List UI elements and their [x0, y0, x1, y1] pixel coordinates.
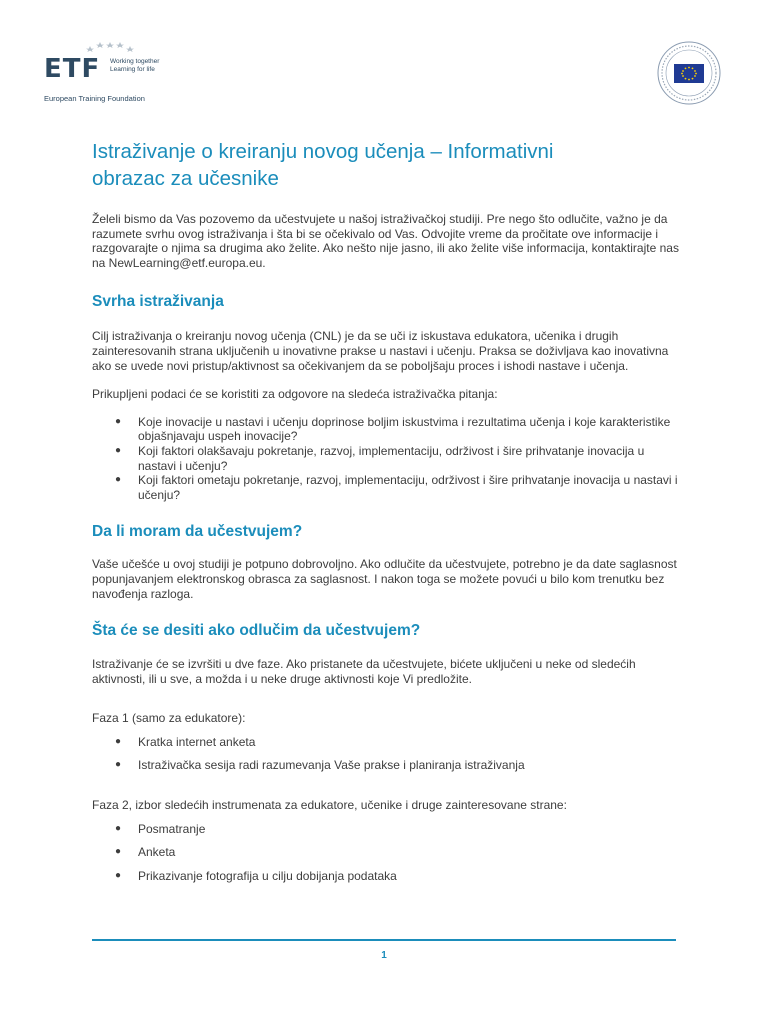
phase1-label: Faza 1 (samo za edukatore): — [92, 711, 246, 726]
list-item: ● Koje inovacije u nastavi i učenju doprinose boljim iskustvima i rezultatima učenja i koje karakteristike objašnjavaju uspeh inovacije? — [115, 414, 671, 444]
list-item: ● Prikazivanje fotografija u cilju dobijanja podataka — [115, 868, 397, 883]
phase2-label: Faza 2, izbor sledećih instrumenata za edukatore, učenike i druge zainteresovane strane: — [92, 798, 567, 813]
list-item: ● Anketa — [115, 845, 176, 860]
list-item: ● Koji faktori ometaju pokretanje, razvoj, implementaciju, održivost i šire prihvatanje inovacija u nastavi i učenju? — [115, 473, 678, 502]
logo-tagline: Working together Learning for life — [110, 58, 160, 73]
footer-divider — [92, 939, 676, 941]
section-heading-participation: Da li moram da učestvujem? — [92, 523, 303, 541]
list-item: ● Kratka internet anketa — [115, 734, 256, 749]
phase1-list — [92, 735, 682, 773]
research-questions-list — [92, 415, 682, 503]
etf-logo — [44, 40, 184, 104]
logo-mark: ETF — [44, 54, 101, 84]
eu-agency-seal-icon — [656, 40, 722, 106]
phases-paragraph: Istraživanje će se izvršiti u dve faze. Ako pristanete da učestvujete, bićete uključeni u neke od sledećih aktivnosti, ili u sve, a možda i u neke druge aktivnosti koje Vi predložite. — [92, 657, 636, 686]
logo-foundation-name: European Training Foundation — [44, 94, 145, 103]
participation-paragraph: Vaše učešće u ovoj studiji je potpuno dobrovoljno. Ako odlučite da učestvujete, potrebno je da date saglasnost popunjavanjem elektronskog obrasca za saglasnost. I nakon toga se možete povući u bilo kom trenutku bez navođenja razloga. — [92, 557, 677, 601]
questions-intro: Prikupljeni podaci će se koristiti za odgovore na sledeća istraživačka pitanja: — [92, 387, 498, 402]
list-item: ● Posmatranje — [115, 821, 206, 836]
list-item: ● Koji faktori olakšavaju pokretanje, razvoj, implementaciju, održivost i šire prihvatanje inovacija u nastavi i učenju? — [115, 443, 645, 473]
intro-paragraph: Želeli bismo da Vas pozovemo da učestvujete u našoj istraživačkoj studiji. Pre nego što odlučite, važno je da razumete svrhu ovog istraživanja i šta bi se očekivalo od Vas. Odvojite vreme da pročitate ove informacije i razgovarajte o njima sa drugima ako želite. Ako nešto nije jasno, ili ako želite više informacija, kontaktirajte nas na NewLearning@etf.europa.eu. — [92, 212, 679, 270]
phase2-list — [92, 822, 682, 884]
document-body — [92, 138, 682, 883]
stars-icon — [64, 40, 154, 54]
page-title: Istraživanje o kreiranju novog učenja – Informativni obrazac za učesnike — [92, 140, 554, 190]
section-heading-purpose: Svrha istraživanja — [92, 293, 224, 311]
section-heading-what-happens: Šta će se desiti ako odlučim da učestvujem? — [92, 622, 421, 640]
purpose-paragraph: Cilj istraživanja o kreiranju novog učenja (CNL) je da se uči iz iskustava edukatora, učenika i drugih zainteresovanih strana uključenih u inovativne prakse u nastavi i učenju. Praksa se doživljava kao inovativna ako se uvede novi pristup/aktivnost sa očekivanjem da se poboljšaju proces i ishodi nastave i učenja. — [92, 329, 669, 373]
list-item: ● Istraživačka sesija radi razumevanja Vaše prakse i planiranja istraživanja — [115, 758, 525, 773]
page-number: 1 — [381, 950, 387, 961]
